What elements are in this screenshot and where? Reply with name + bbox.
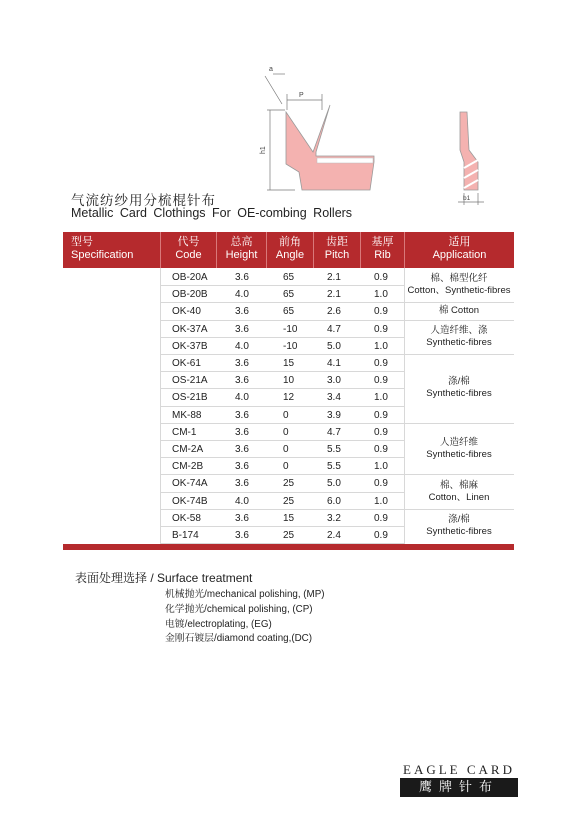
tooth-profile-shape <box>286 105 374 190</box>
application-line: 棉、棉麻 <box>439 479 478 491</box>
cell-height: 4.0 <box>235 392 249 404</box>
cell-height: 3.6 <box>235 409 249 421</box>
cell-pitch: 2.4 <box>327 530 341 541</box>
cell-code: OK-37A <box>172 323 208 335</box>
application-cell <box>405 273 513 297</box>
cell-pitch: 6.0 <box>327 495 341 507</box>
col-pitch-cn: 齿距 <box>326 236 348 248</box>
cell-code: CM-2A <box>172 444 204 455</box>
application-divider <box>404 320 514 321</box>
cell-code: OK-74A <box>172 478 208 490</box>
cell-height: 3.6 <box>235 512 249 524</box>
height-label: h1 <box>260 146 267 154</box>
surface-item: 电镀/electroplating, (EG) <box>165 619 272 630</box>
table-row <box>160 457 404 474</box>
col-application <box>405 236 514 262</box>
cell-height: 3.6 <box>235 272 249 283</box>
cell-height: 3.6 <box>235 358 249 369</box>
cell-pitch: 5.0 <box>327 478 341 490</box>
application-cell <box>405 514 513 538</box>
cell-code: CM-2B <box>172 461 204 473</box>
col-angle-en: Angle <box>275 249 305 261</box>
cell-height: 4.0 <box>235 289 249 301</box>
table-row <box>160 354 404 371</box>
application-cell <box>405 325 513 349</box>
surface-item: 金刚石镀层/diamond coating,(DC) <box>165 633 312 644</box>
cell-angle: 10 <box>283 375 295 387</box>
tooth-profile-diagram <box>255 60 495 210</box>
cell-angle: 0 <box>283 426 289 438</box>
table-row <box>160 302 404 319</box>
cell-rib: 1.0 <box>374 392 388 404</box>
table-row <box>160 509 404 526</box>
profile-base-band <box>317 158 373 163</box>
cell-pitch: 2.1 <box>327 289 341 301</box>
cell-rib: 0.9 <box>374 530 388 541</box>
cell-rib: 0.9 <box>374 426 388 438</box>
cell-angle: 15 <box>283 512 295 524</box>
application-cell <box>405 305 513 317</box>
title-chinese: 气流纺纱用分梳棍针布 <box>71 193 216 209</box>
pitch-label: P <box>299 92 304 99</box>
application-line: Synthetic-fibres <box>426 336 492 348</box>
cell-angle: 25 <box>283 530 295 541</box>
cell-pitch: 4.7 <box>327 323 341 335</box>
cell-pitch: 2.1 <box>327 272 341 283</box>
col-specification-cn: 型号 <box>71 236 93 248</box>
brand-logo-text: EAGLE CARD <box>403 762 515 777</box>
table-row <box>160 268 404 285</box>
table-row <box>160 371 404 388</box>
application-divider <box>404 354 514 355</box>
cell-pitch: 5.0 <box>327 340 341 352</box>
cell-code: OK-40 <box>172 306 201 318</box>
application-line: Synthetic-fibres <box>426 388 492 400</box>
cell-angle: 65 <box>283 289 295 301</box>
cell-pitch: 3.2 <box>327 512 341 524</box>
cell-height: 4.0 <box>235 495 249 507</box>
cell-height: 3.6 <box>235 461 249 473</box>
cell-rib: 0.9 <box>374 358 388 369</box>
col-code-en: Code <box>175 249 202 261</box>
cell-rib: 0.9 <box>374 306 388 318</box>
cell-height: 3.6 <box>235 478 249 490</box>
cell-rib: 0.9 <box>374 444 388 455</box>
application-line: 人造纤维 <box>439 436 478 448</box>
surface-item: 化学抛光/chemical polishing, (CP) <box>165 604 313 615</box>
cell-code: OB-20B <box>172 289 208 301</box>
cell-rib: 1.0 <box>374 495 388 507</box>
table-row <box>160 526 404 543</box>
application-line: 棉 Cotton <box>438 305 480 316</box>
cell-rib: 0.9 <box>374 512 388 524</box>
cell-height: 3.6 <box>235 444 249 455</box>
cell-angle: 12 <box>283 392 295 404</box>
cell-angle: -10 <box>283 323 298 335</box>
cell-code: MK-88 <box>172 409 202 421</box>
application-divider <box>404 474 514 475</box>
cell-code: OS-21B <box>172 392 208 404</box>
table-row <box>160 388 404 405</box>
application-line: 涤/棉 <box>448 514 470 525</box>
table-row <box>160 337 404 354</box>
cell-rib: 1.0 <box>374 340 388 352</box>
cell-rib: 0.9 <box>374 323 388 335</box>
cell-pitch: 4.1 <box>327 358 341 369</box>
cell-height: 3.6 <box>235 375 249 387</box>
cell-pitch: 5.5 <box>327 461 341 473</box>
brand-chinese-box: 鹰牌针布 <box>400 778 518 797</box>
table-footer-bar <box>63 544 514 550</box>
cell-pitch: 4.7 <box>327 426 341 438</box>
col-application-cn: 适用 <box>448 236 471 248</box>
cell-rib: 0.9 <box>374 272 388 283</box>
cell-rib: 0.9 <box>374 409 388 421</box>
application-line: Cotton、Synthetic-fibres <box>407 285 511 297</box>
cell-rib: 1.0 <box>374 289 388 301</box>
table-row <box>160 492 404 509</box>
table-row <box>160 285 404 302</box>
cell-height: 3.6 <box>235 426 249 438</box>
cell-pitch: 3.4 <box>327 392 341 404</box>
cell-code: OK-61 <box>172 358 201 369</box>
cell-angle: -10 <box>283 340 298 352</box>
cell-rib: 0.9 <box>374 478 388 490</box>
application-divider <box>404 423 514 424</box>
col-rib-cn: 基厚 <box>371 236 394 248</box>
application-line: Cotton、Linen <box>428 491 490 503</box>
col-application-en: Application <box>432 249 487 261</box>
application-divider <box>404 302 514 303</box>
col-angle <box>267 236 313 262</box>
cell-rib: 1.0 <box>374 461 388 473</box>
cell-pitch: 2.6 <box>327 306 341 318</box>
cell-height: 3.6 <box>235 323 249 335</box>
angle-line-a <box>265 76 282 104</box>
col-rib <box>361 236 404 262</box>
col-code-cn: 代号 <box>177 236 200 248</box>
table-row <box>160 474 404 491</box>
col-angle-cn: 前角 <box>279 236 301 248</box>
application-divider <box>404 509 514 510</box>
cell-height: 3.6 <box>235 306 249 318</box>
surface-treatment-title: 表面处理选择 / Surface treatment <box>75 571 253 585</box>
rib-side-view <box>460 112 478 190</box>
cell-angle: 65 <box>283 306 295 318</box>
cell-code: OS-21A <box>172 375 208 387</box>
col-height <box>217 236 266 262</box>
application-cell <box>405 437 513 461</box>
col-rib-en: Rib <box>374 249 391 261</box>
cell-angle: 0 <box>283 409 289 421</box>
cell-code: OB-20A <box>172 272 208 283</box>
surface-item: 机械抛光/mechanical polishing, (MP) <box>165 589 325 600</box>
cell-pitch: 3.9 <box>327 409 341 421</box>
cell-angle: 25 <box>283 478 295 490</box>
cell-angle: 65 <box>283 272 295 283</box>
cell-code: OK-58 <box>172 512 201 524</box>
application-cell <box>405 376 513 400</box>
cell-angle: 0 <box>283 444 289 455</box>
cell-height: 3.6 <box>235 530 249 541</box>
col-height-cn: 总高 <box>230 236 253 248</box>
cell-pitch: 5.5 <box>327 444 341 455</box>
angle-label: a <box>269 66 273 73</box>
col-code <box>161 236 216 262</box>
col-pitch-en: Pitch <box>324 249 350 261</box>
cell-angle: 0 <box>283 461 289 473</box>
cell-height: 4.0 <box>235 340 249 352</box>
application-line: 涤/棉 <box>448 376 470 388</box>
application-line: Synthetic-fibres <box>426 526 492 537</box>
col-height-en: Height <box>225 249 258 261</box>
table-row <box>160 440 404 457</box>
application-line: 人造纤维、涤 <box>430 324 488 336</box>
application-cell <box>405 480 513 504</box>
cell-code: CM-1 <box>172 426 197 438</box>
cell-angle: 15 <box>283 358 295 369</box>
cell-code: B-174 <box>172 530 199 541</box>
title-english: Metallic Card Clothings For OE-combing Rollers <box>71 206 353 220</box>
rib-label: b1 <box>463 195 471 202</box>
application-line: Synthetic-fibres <box>426 448 492 460</box>
table-row <box>160 406 404 423</box>
col-specification <box>71 236 151 262</box>
table-header <box>63 232 514 268</box>
cell-angle: 25 <box>283 495 295 507</box>
cell-rib: 0.9 <box>374 375 388 387</box>
col-specification-en: Specification <box>71 249 134 261</box>
col-pitch <box>314 236 360 262</box>
cell-code: OK-37B <box>172 340 208 352</box>
application-line: 棉、棉型化纤 <box>430 273 488 285</box>
cell-code: OK-74B <box>172 495 208 507</box>
cell-pitch: 3.0 <box>327 375 341 387</box>
table-row <box>160 320 404 337</box>
table-row <box>160 423 404 440</box>
